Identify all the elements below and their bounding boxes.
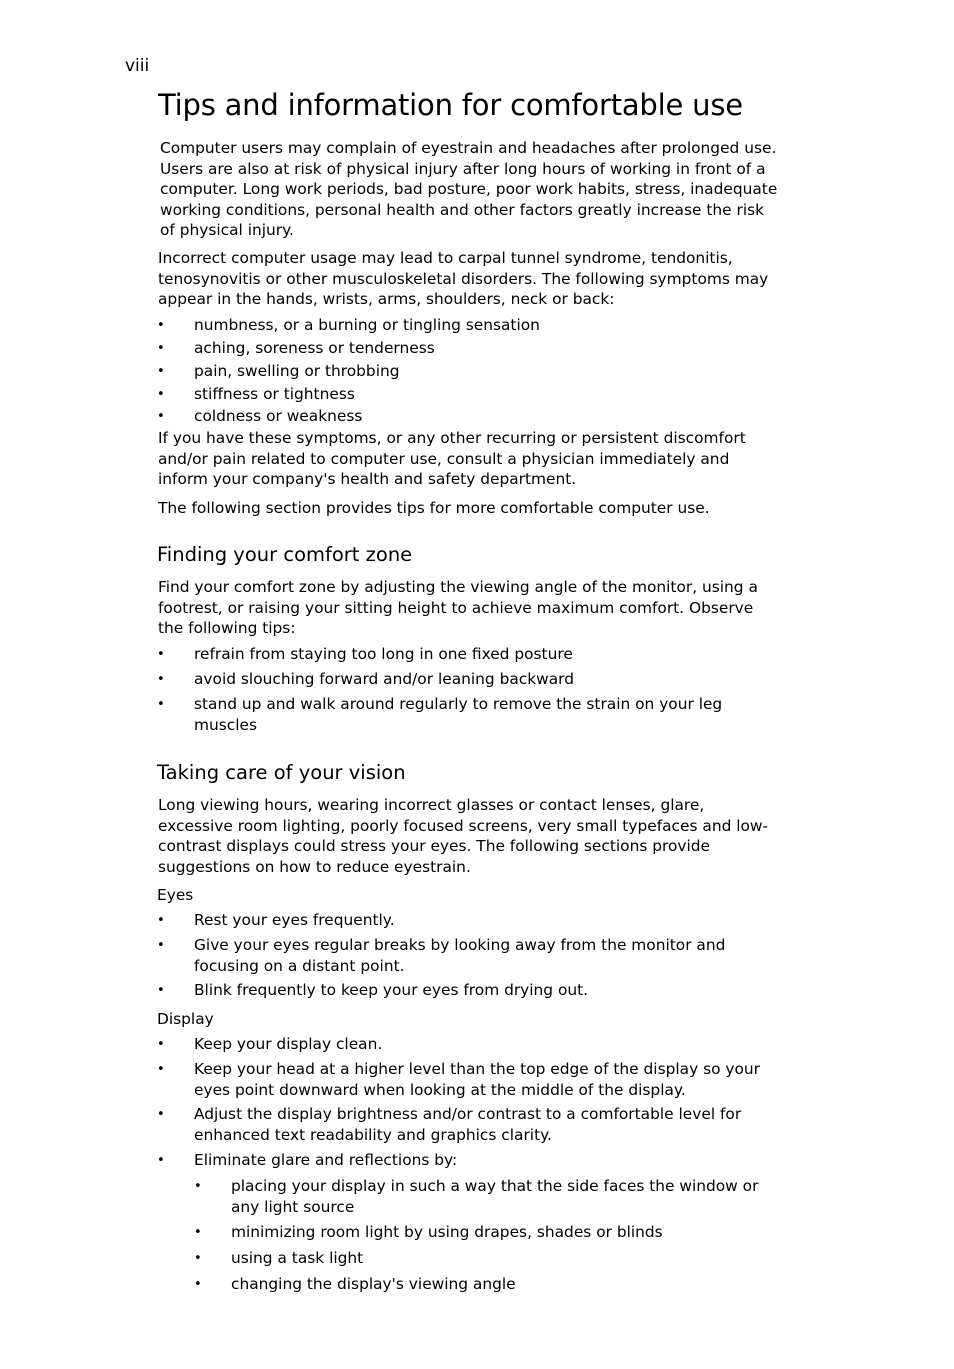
bullet-icon: •	[157, 387, 165, 402]
list-item: • Adjust the display brightness and/or contrast to a comfortable level for enhanced text readability and graphics clarity.	[157, 1105, 742, 1144]
list-item: • stiffness or tightness	[157, 385, 355, 403]
page-title: Tips and information for comfortable use	[158, 88, 743, 122]
bullet-icon: •	[157, 647, 165, 662]
list-item: • placing your display in such a way that the side faces the window or any light source	[194, 1177, 759, 1216]
list-item: • minimizing room light by using drapes, shades or blinds	[194, 1223, 663, 1241]
list-item: • numbness, or a burning or tingling sensation	[157, 316, 540, 334]
list-item: • changing the display's viewing angle	[194, 1275, 516, 1293]
list-item: • Keep your display clean.	[157, 1035, 383, 1053]
bullet-icon: •	[157, 697, 165, 712]
section-heading-comfort-zone: Finding your comfort zone	[157, 543, 413, 566]
list-item: • Blink frequently to keep your eyes from drying out.	[157, 981, 589, 999]
bullet-icon: •	[157, 938, 165, 953]
section-heading-vision: Taking care of your vision	[157, 761, 406, 784]
list-item: • Keep your head at a higher level than the top edge of the display so your eyes point downward when looking at the middle of the display.	[157, 1060, 761, 1099]
bullet-icon: •	[194, 1179, 202, 1194]
vision-paragraph: Long viewing hours, wearing incorrect glasses or contact lenses, glare, excessive room lighting, poorly focused screens, very small typefaces and low-contrast displays could stress your eyes. The following sections provide suggestions on how to reduce eyestrain.	[158, 796, 769, 876]
list-item: • Rest your eyes frequently.	[157, 911, 395, 929]
bullet-icon: •	[157, 409, 165, 424]
comfort-tips-list	[157, 644, 774, 736]
bullet-icon: •	[157, 672, 165, 687]
bullet-icon: •	[157, 983, 165, 998]
intro-paragraph-2: Incorrect computer usage may lead to carpal tunnel syndrome, tendonitis, tenosynovitis or other musculoskeletal disorders. The following symptoms may appear in the hands, wrists, arms, shoulders, neck or back:	[158, 249, 769, 309]
intro-paragraph-3: If you have these symptoms, or any other recurring or persistent discomfort and/or pain related to computer use, consult a physician immediately and inform your company's health and safety department.	[158, 429, 746, 489]
list-item: • pain, swelling or throbbing	[157, 362, 400, 380]
bullet-icon: •	[157, 1153, 165, 1168]
list-item: • using a task light	[194, 1249, 364, 1267]
list-item: • Give your eyes regular breaks by looking away from the monitor and focusing on a distant point.	[157, 936, 726, 975]
symptom-list	[157, 315, 774, 428]
eyes-label: Eyes	[157, 886, 194, 904]
eyes-tips-list	[157, 910, 774, 1001]
bullet-icon: •	[157, 341, 165, 356]
display-label: Display	[157, 1010, 214, 1028]
comfort-zone-paragraph: Find your comfort zone by adjusting the viewing angle of the monitor, using a footrest, or raising your sitting height to achieve maximum comfort. Observe the following tips:	[158, 578, 758, 638]
list-item: • refrain from staying too long in one fixed posture	[157, 645, 573, 663]
bullet-icon: •	[157, 1062, 165, 1077]
bullet-icon: •	[157, 364, 165, 379]
list-item: • stand up and walk around regularly to remove the strain on your leg muscles	[157, 695, 723, 734]
list-item: • coldness or weakness	[157, 407, 363, 425]
display-tips-list	[157, 1034, 774, 1171]
bullet-icon: •	[157, 913, 165, 928]
page-number: viii	[125, 56, 150, 76]
intro-paragraph-4: The following section provides tips for more comfortable computer use.	[158, 499, 710, 517]
bullet-icon: •	[194, 1225, 202, 1240]
list-item: • avoid slouching forward and/or leaning backward	[157, 670, 574, 688]
list-item: • aching, soreness or tenderness	[157, 339, 435, 357]
bullet-icon: •	[194, 1277, 202, 1292]
bullet-icon: •	[157, 318, 165, 333]
glare-tips-list	[194, 1176, 771, 1295]
intro-paragraph-1: Computer users may complain of eyestrain and headaches after prolonged use. Users are also at risk of physical injury after long hours of working in front of a computer. Long work periods, bad posture, poor work habits, stress, inadequate working conditions, personal health and other factors greatly increase the risk of physical injury.	[160, 139, 778, 240]
bullet-icon: •	[194, 1251, 202, 1266]
bullet-icon: •	[157, 1037, 165, 1052]
bullet-icon: •	[157, 1107, 165, 1122]
list-item: • Eliminate glare and reflections by:	[157, 1151, 458, 1169]
